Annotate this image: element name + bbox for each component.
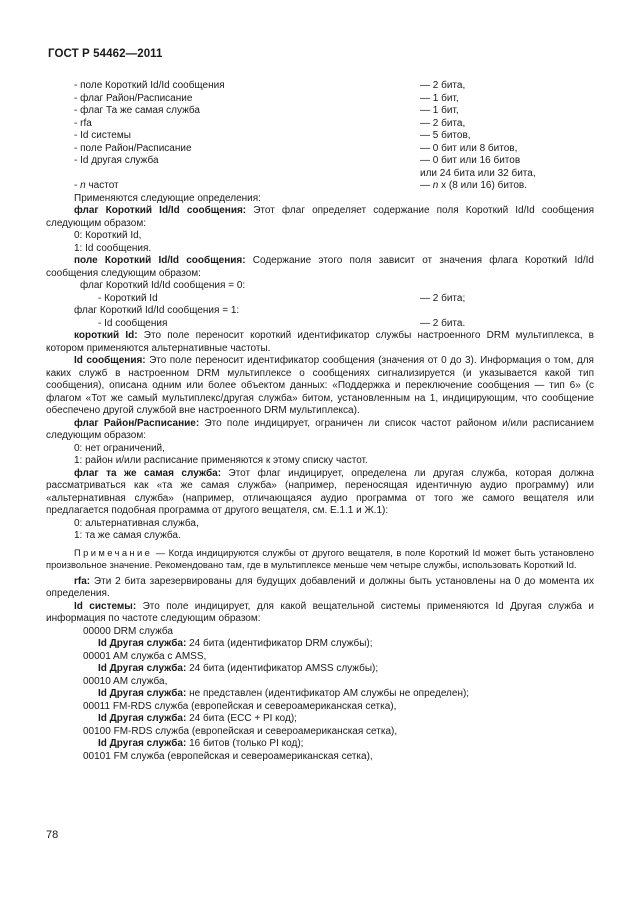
definition-system-id: Id системы: Это поле индицирует, для какой вещательной системы применяются Id Другая служба и информация по частоте следующим образом: [46, 600, 594, 624]
system-code: 00000 DRM служба [83, 625, 173, 637]
field-list [46, 80, 594, 193]
field-name: - поле Короткий Id/Id сообщения [74, 80, 225, 91]
option-line: 1: та же самая служба. [74, 530, 181, 541]
case-item: - Короткий Id — 2 бита; [98, 292, 466, 304]
field-row [46, 105, 594, 118]
system-desc: Id Другая служба: 24 бита (ECC + PI код); [98, 713, 297, 724]
field-name: - флаг Район/Расписание [74, 92, 193, 104]
field-size: — 0 бит или 8 битов, [420, 142, 518, 154]
definition-short-id-flag: флаг Короткий Id/Id сообщения: Этот флаг определяет содержание поля Короткий Id/Id сообщения следующим образом: [46, 205, 594, 229]
field-row [46, 130, 594, 143]
system-desc: Id Другая служба: не представлен (идентификатор AM службы не определен); [98, 688, 470, 699]
case-line: флаг Короткий Id/Id сообщения = 0: [80, 280, 246, 291]
page-number: 78 [46, 829, 59, 841]
field-row [46, 143, 594, 156]
system-desc: Id Другая служба: 24 бита (идентификатор AMSS службы); [98, 663, 379, 674]
option-line: 0: альтернативная служба, [74, 517, 199, 529]
system-desc: Id Другая служба: 24 бита (идентификатор DRM службы); [98, 638, 373, 649]
note: Примечание — Когда индицируются службы от другого вещателя, в поле Короткий Id может быть установлено произвольное значение. Рекомендовано там, где в мультиплексе меньше чем четыре службы, использовать Короткий Id. [46, 546, 594, 570]
option-line: 0: Короткий Id, [74, 230, 142, 241]
note-label: Примечание [74, 546, 153, 558]
field-name: - Id другая служба [74, 155, 159, 166]
field-size: — 2 бита, [420, 80, 466, 91]
field-size: или 24 бита или 32 бита, [420, 167, 536, 179]
option-line: 1: район и/или расписание применяются к этому списку частот. [74, 455, 368, 466]
system-desc: Id Другая служба: 16 битов (только PI код); [98, 738, 304, 749]
field-size: — 1 бит, [420, 92, 459, 104]
field-row [46, 168, 594, 181]
field-row [46, 80, 594, 93]
field-size: — n x (8 или 16) битов. [420, 180, 528, 191]
case-line: флаг Короткий Id/Id сообщения = 1: [74, 305, 240, 316]
definition-message-id: Id сообщения: Это поле переносит идентификатор сообщения (значения от 0 до 3). Информация о том, для каких служб в настроенном DRM мультиплексе о сообщениях сигнализируется (и указывается какой тип сообщения), описана одним или более объектом данных: «Поддержка и переключение сообщения — тип 6» (с флагом «Тот же самый мультиплекс/другая служба» битом, установленным на 1, индицирующим, что сообщение обеспечено другой службой вне настроенного DRM мультиплекса). [46, 355, 594, 416]
definition-same-service-flag: флаг та же самая служба: Этот флаг индицирует, определена ли другая служба, которая должна рассматриваться как «та же самая служба» (например, переносящая идентичную аудио программу) или «альтернативная служба» (например, отличающаяся аудио программа от того же самого вещателя или предлагается подобная программа от другого вещателя, см. Е.1.1 и Ж.1): [46, 467, 594, 516]
field-name: - rfa [74, 117, 92, 129]
definition-short-id: короткий Id: Это поле переносит короткий идентификатор службы настроенного DRM мультиплекса, в котором применяются альтернативные частоты. [46, 330, 594, 354]
field-row-n-frequencies: - n частот — n x (8 или 16) битов. [74, 180, 528, 191]
system-code: 00100 FM-RDS служба (европейская и североамериканская сетка), [83, 725, 398, 737]
definition-region-flag: флаг Район/Расписание: Это поле индицирует, ограничен ли список частот районом и/или расписанием следующим образом: [46, 417, 594, 441]
option-line: 0: нет ограничений, [74, 442, 165, 454]
field-size: — 1 бит, [420, 105, 459, 116]
field-size: — 5 битов, [420, 130, 471, 141]
page-content [46, 80, 594, 763]
page-header: ГОСТ Р 54462—2011 [48, 48, 163, 60]
system-code: 00010 AM служба, [83, 675, 168, 687]
system-code: 00001 AM служба с AMSS, [83, 650, 207, 662]
field-name: - Id системы [74, 130, 131, 141]
field-name: - поле Район/Расписание [74, 142, 192, 154]
field-row [46, 93, 594, 106]
system-code: 00101 FM служба (европейская и североамериканская сетка), [83, 750, 373, 762]
case-item: - Id сообщения — 2 бита. [98, 317, 466, 329]
field-size: — 0 бит или 16 битов [420, 155, 521, 166]
definition-rfa: rfa: Эти 2 бита зарезервированы для будущих добавлений и должны быть установлены на 0 до момента их определения. [46, 575, 594, 599]
field-row [46, 155, 594, 168]
definitions-intro: Применяются следующие определения: [74, 192, 261, 204]
system-code: 00011 FM-RDS служба (европейская и североамериканская сетка), [83, 700, 397, 712]
definition-short-id-field: поле Короткий Id/Id сообщения: Содержание этого поля зависит от значения флага Короткий Id/Id сообщения следующим образом: [46, 255, 594, 279]
field-name: - флаг Та же самая служба [74, 105, 200, 116]
field-row [46, 118, 594, 131]
option-line: 1: Id сообщения. [74, 242, 152, 254]
system-list [46, 626, 594, 764]
field-size: — 2 бита, [420, 117, 466, 129]
